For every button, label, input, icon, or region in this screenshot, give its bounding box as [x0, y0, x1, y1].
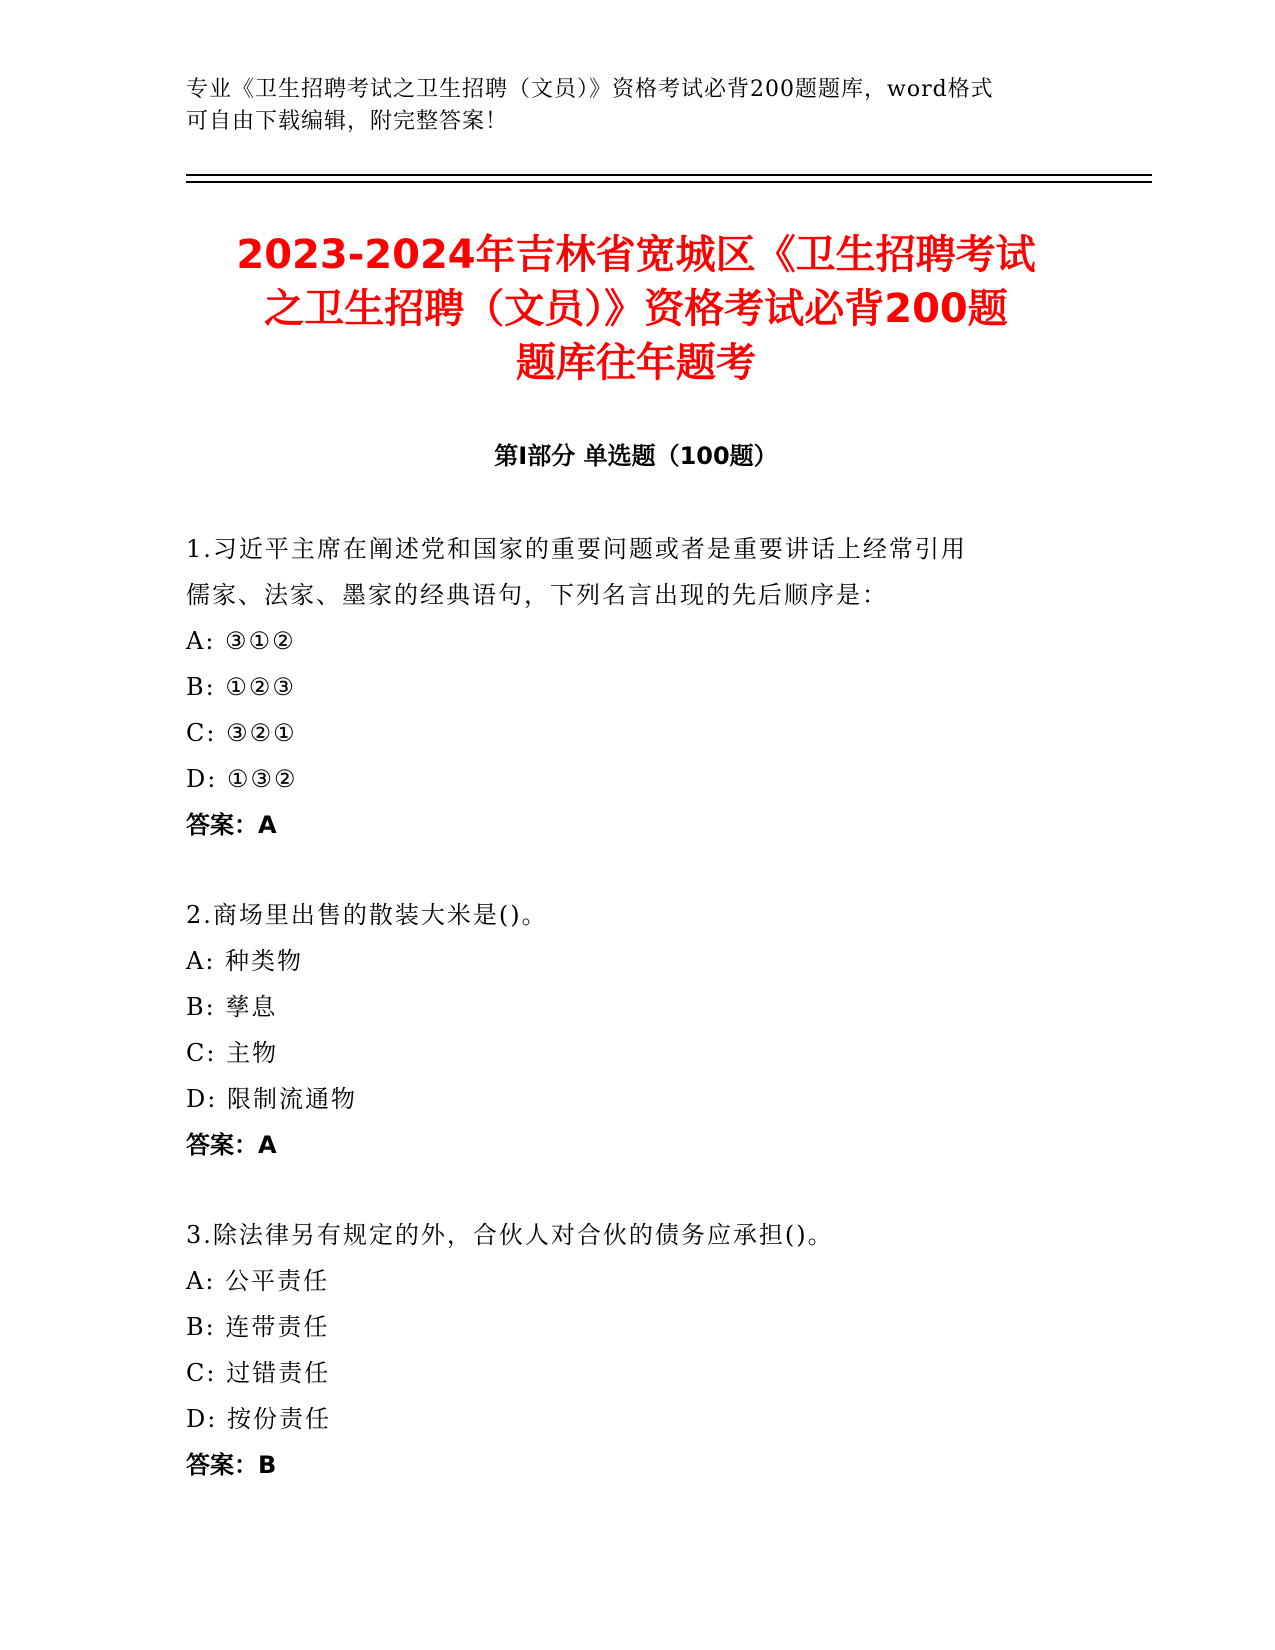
option-c: C: 过错责任 — [186, 1359, 331, 1387]
question-1 — [186, 526, 1086, 848]
option-d: D: 限制流通物 — [186, 1085, 357, 1113]
question-text: 2.商场里出售的散装大米是()。 — [186, 901, 548, 929]
option-b: B: 孳息 — [186, 993, 278, 1021]
question-text: 3.除法律另有规定的外，合伙人对合伙的债务应承担()。 — [186, 1221, 834, 1249]
section-heading: 第Ⅰ部分 单选题（100题） — [494, 442, 778, 470]
intro-line-1: 专业《卫生招聘考试之卫生招聘（文员）》资格考试必背200题题库，word格式 — [186, 77, 994, 102]
question-list — [186, 526, 1086, 1532]
header-divider-top — [186, 174, 1152, 176]
title-line-3: 题库往年题考 — [516, 340, 756, 386]
question-text: 1.习近平主席在阐述党和国家的重要问题或者是重要讲话上经常引用 — [186, 535, 967, 563]
question-3 — [186, 1212, 1086, 1488]
title-line-1: 2023-2024年吉林省宽城区《卫生招聘考试 — [236, 232, 1036, 278]
intro-line-2: 可自由下载编辑，附完整答案！ — [186, 109, 509, 134]
option-a: A: ③①② — [186, 627, 296, 655]
answer: 答案：A — [186, 811, 277, 839]
title-line-2: 之卫生招聘（文员）》资格考试必背200题 — [264, 286, 1008, 332]
answer: 答案：B — [186, 1451, 277, 1479]
option-b: B: 连带责任 — [186, 1313, 330, 1341]
question-text-continued: 儒家、法家、墨家的经典语句，下列名言出现的先后顺序是： — [186, 581, 888, 609]
option-c: C: 主物 — [186, 1039, 279, 1067]
option-d: D: 按份责任 — [186, 1405, 331, 1433]
answer: 答案：A — [186, 1131, 277, 1159]
document-intro — [186, 74, 1066, 138]
option-c: C: ③②① — [186, 719, 297, 747]
option-a: A: 种类物 — [186, 947, 304, 975]
option-b: B: ①②③ — [186, 673, 296, 701]
option-d: D: ①③② — [186, 765, 298, 793]
option-a: A: 公平责任 — [186, 1267, 330, 1295]
header-divider-bottom — [186, 181, 1152, 183]
document-title — [186, 228, 1086, 390]
question-2 — [186, 892, 1086, 1168]
